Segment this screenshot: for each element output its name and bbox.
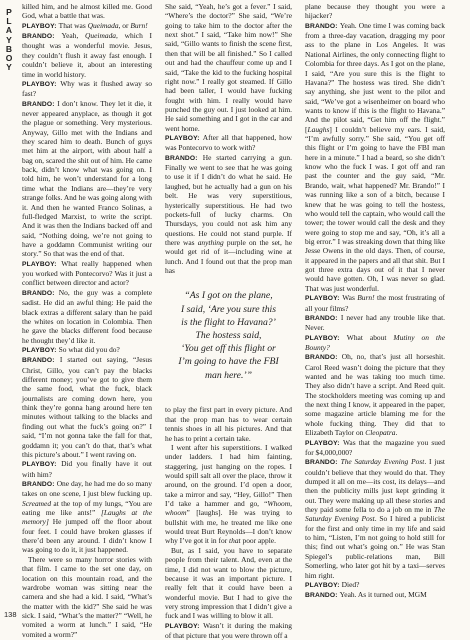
body-paragraph: There were so many horror stories with that film. I came to the set one day, on location on this mountain road, and the wardrobe woman was sitting near the camera and she had a kid. I said, “What’s the matter with the kid?” She said he was sick. I said, “What’s the matter?” “Well, he vomited a worm at lunch.” I said, “He vomited a worm?” <box>22 554 152 639</box>
interview-paragraph: BRANDO: I never had any trouble like that. Never. <box>305 312 446 333</box>
speaker-label: BRANDO: <box>22 357 60 365</box>
interview-paragraph: PLAYBOY: So what did you do? <box>22 344 120 354</box>
interview-paragraph: BRANDO: No, the guy was a complete sadist. He did an awful thing: He paid the black extras a different salary than he paid the whites on location in Colombia. Then he gave the blacks different food because he thought they’d like it. <box>22 287 152 345</box>
speaker-label: BRANDO: <box>165 154 203 162</box>
interview-paragraph: PLAYBOY: Was Burn! the most frustrating of all your films? <box>305 293 446 313</box>
page-number: 138 <box>4 610 17 619</box>
article-column-2-top <box>165 2 292 275</box>
pull-quote-line: is the flight to Havana?’ <box>181 316 276 328</box>
interview-paragraph: BRANDO: Yeah. As it turned out, MGM <box>305 590 427 600</box>
speaker-label: PLAYBOY: <box>22 346 59 354</box>
pull-quote-line: “As I got on the plane, <box>184 290 273 302</box>
interview-paragraph: BRANDO: I don’t know. They let it die, it never appeared anyplace, as though it got the plague or something. Very mysterious. Anyway, Gillo met with the Indians and they scared him to death. Bunch of guys met him at the airport, with about half a bag on, scared the shit out of him. He came back, didn’t know what was going on. I told him, he won’t understand for a long time what the Indians are—they’re very strange folks. And he was going along with it. And then he wanted Franco Solinas, a full-fledged Marxist, to write the script. And it was then the Indians backed off and said, “Nothing doing, we’re not going to have a goddamn Communist writing our story.” So that was the end of that. <box>22 98 152 259</box>
pull-quote-line: man here.’” <box>205 369 252 381</box>
body-paragraph: I went after his superstitions. I walked under ladders. I had him fainting, staggering, just hanging on the ropes. I would spill salt all over the place, throw it around, on the ground. I’d open a door, take a mirror and say, “Hey, Gillo!” Then I’d take a hammer and go, “Whoom, whoom” [laughs]. He was trying to bullshit with me, he treated me like one would treat Burt Reynolds—I don’t know why I’ve got it in for that poor apple. <box>165 442 292 546</box>
interview-paragraph: BRANDO: Yeah. One time I was coming back from a three-day vacation, dragging my poor ass to the plane in Los Angeles. It was National Airlines, the only connecting flight to Colombia for three days. As I got on the plane, I said, “Are you sure this is the flight to Havana?” The hostess was tired. She didn’t say anything, she just went to the pilot and said, “We’ve got a wisenheimer on board who wants to know if this is the flight to Havana.” And the pilot said, “Get him off the flight.” [Laughs] I couldn’t believe my ears. I said, “I’m awfully sorry.” She said, “You get off this flight or I’m going to have the FBI man here in a minute.” I had a beard, so she didn’t know who the fuck I was. I got off and ran past the counter and the guy said, “Mr. Brando, wait, what happened? Mr. Brando!” I was running like a son of a bitch, because I knew that he was going to tell the hostess, who would tell the captain, who would call the tower; the tower would call the desk and they were going to stop me and say, “Oh, it’s all a big error.” I was streaking down that thing like Jesse Owens in the old days. Then, of course, it appeared in the papers and all that shit. But I got three extra days out of it that I never would have gotten. Oh, I was never so glad. That was just wonderful. <box>305 20 445 293</box>
article-column-2-bottom <box>165 405 292 640</box>
body-paragraph: She said, “Yeah, he’s got a fever.” I said, “Where’s the doctor?” She said, “We’re going to take him to the doctor after the next shot.” I said, “Take him now!” She said, “Gillo wants to finish the scene first, then that will be all finished.” So I called out and had the chauffeur come up and I said, “Take the kid to the fucking hospital right now.” I really got steamed. If Gillo had been taller, I would have fucking fought with him. I really would have punched the guy out. I just looked at him. He said something and I got in the car and went home. <box>165 2 292 133</box>
body-paragraph: killed him, and he almost killed me. Good God, what a battle that was. <box>22 2 152 21</box>
article-column-3 <box>305 2 445 620</box>
speaker-label: PLAYBOY: <box>22 461 62 469</box>
speaker-label: BRANDO: <box>305 314 341 322</box>
interview-paragraph: PLAYBOY: After all that happened, how was Pontecorvo to work with? <box>165 133 292 153</box>
body-paragraph: plane because they thought you were a hijacker? <box>305 2 445 21</box>
speaker-label: BRANDO: <box>22 33 62 41</box>
interview-paragraph: PLAYBOY: That was Queimada, or Burn! <box>22 20 148 30</box>
speaker-label: BRANDO: <box>22 480 57 488</box>
interview-paragraph: BRANDO: One day, he had me do so many takes on one scene, I just blew fucking up. Screamed at the top of my lungs, “You are eating me like ants!” [Laughs at the memory] He jumped off the floor about four feet. I could have broken glasses if there’d been any around. I didn’t know I was going to do it, it just happened. <box>22 478 153 555</box>
interview-paragraph: PLAYBOY: What about Mutiny on the Bounty? <box>305 332 445 352</box>
interview-paragraph: PLAYBOY: Did you finally have it out with him? <box>22 459 152 479</box>
interview-paragraph: PLAYBOY: Died? <box>305 579 360 589</box>
speaker-label: PLAYBOY: <box>305 439 343 447</box>
pull-quote-line: I said, ‘Are you sure this <box>180 303 277 315</box>
interview-paragraph: BRANDO: The Saturday Evening Post. I just couldn’t believe that they would do that. They dumped it all on me—its cost, its delays—and then the publicity mills just kept grinding it out. They were making up all these stories and they paid some fella to do a job on me in The Saturday Evening Post. So I hired a publicist for the first and only time in my life and said to him, “Listen, I’m not going to hold still for this; find out what’s going on.” He was Stan Spiegel’s public-relations man, Bill Somerling, who later got hit by a taxi—serves him right. <box>305 457 445 580</box>
speaker-label: PLAYBOY: <box>22 80 61 88</box>
interview-paragraph: PLAYBOY: Was that the magazine you sued for $4,000,000? <box>305 437 445 457</box>
interview-paragraph: BRANDO: He started carrying a gun. Finally we went to see that he was going to use it if I didn’t do what he said. He laughed, but he actually had a gun on his belt. He was very superstitious, hysterically superstitious. He had two pockets-full of lucky charms. On Thursdays, you could not ask him any questions. He could not stand purple. If there was anything purple on the set, he would get rid of it—including wine at lunch. And I found out that the prop man has <box>165 152 292 276</box>
speaker-label: PLAYBOY: <box>165 622 204 630</box>
speaker-label: PLAYBOY: <box>305 334 347 342</box>
speaker-label: PLAYBOY: <box>22 22 59 30</box>
interview-paragraph: PLAYBOY: Why was it flushed away so fast? <box>22 78 152 99</box>
interview-paragraph: BRANDO: Yeah, Queimada, which I thought was a wonderful movie. Jesus, they couldn’t flush it away fast enough. I couldn’t believe it, about an interesting time in world history. <box>22 31 152 79</box>
speaker-label: BRANDO: <box>22 289 59 297</box>
interview-paragraph: PLAYBOY: Wasn’t it during the making of that picture that you were thrown off a <box>165 620 292 640</box>
magazine-side-label: P L A Y B O Y <box>5 7 13 73</box>
pull-quote-line: ‘You get off this flight or <box>181 343 276 355</box>
speaker-label: BRANDO: <box>22 100 58 108</box>
interview-paragraph: BRANDO: I started out saying, “Jesus Christ, Gillo, you can’t pay the blacks different money; you’ve got to give them the same food, what the fuck, black journalists are coming down here, you think they’re gonna hang around here ten minutes without talking to the blacks and finding out what the fuck’s going on?” I said, “I’m not gonna take the fall for that, goddamn it; you can’t do that, that’s what this picture’s about.” I went raving on. <box>22 355 152 459</box>
speaker-label: BRANDO: <box>305 354 342 362</box>
speaker-label: PLAYBOY: <box>305 581 342 589</box>
speaker-label: PLAYBOY: <box>305 295 343 303</box>
interview-paragraph: BRANDO: Oh, no, that’s just all horseshit. Carol Reed wasn’t doing the picture that they wanted and he was taking too much time. They also didn’t have a script. And Reed quit. The stockholders meeting was coming up and the next thing I know, it appeared in the paper, some magazine article blaming me for the whole fucking thing. They did that to Elizabeth Taylor on Cleopatra. <box>305 352 445 438</box>
body-paragraph: to play the first part in every picture. And that the prop man has to wear certain tennis shoes in all his pictures. And that he has to print a certain take. <box>165 405 292 443</box>
speaker-label: BRANDO: <box>305 592 340 600</box>
pull-quote-line: The hostess said, <box>195 330 262 342</box>
body-paragraph: But, as I said, you have to separate people from their talent. And, even at the time, I did not want to blow the picture, because it was an important picture. I really felt that it could have been a wonderful movie. But I had to give the very strong impression that I didn’t give a fuck and I was willing to blow it all. <box>165 545 292 621</box>
article-column-2 <box>165 2 292 640</box>
speaker-label: BRANDO: <box>305 22 340 30</box>
speaker-label: BRANDO: <box>305 459 341 467</box>
pull-quote-line: I’m going to have the FBI <box>178 356 279 368</box>
interview-paragraph: PLAYBOY: What really happened when you worked with Pontecorvo? Was it just a conflict between director and actor? <box>22 258 152 288</box>
speaker-label: PLAYBOY: <box>165 135 203 143</box>
article-column-1 <box>22 2 153 639</box>
pull-quote <box>165 289 292 398</box>
speaker-label: PLAYBOY: <box>22 260 62 268</box>
